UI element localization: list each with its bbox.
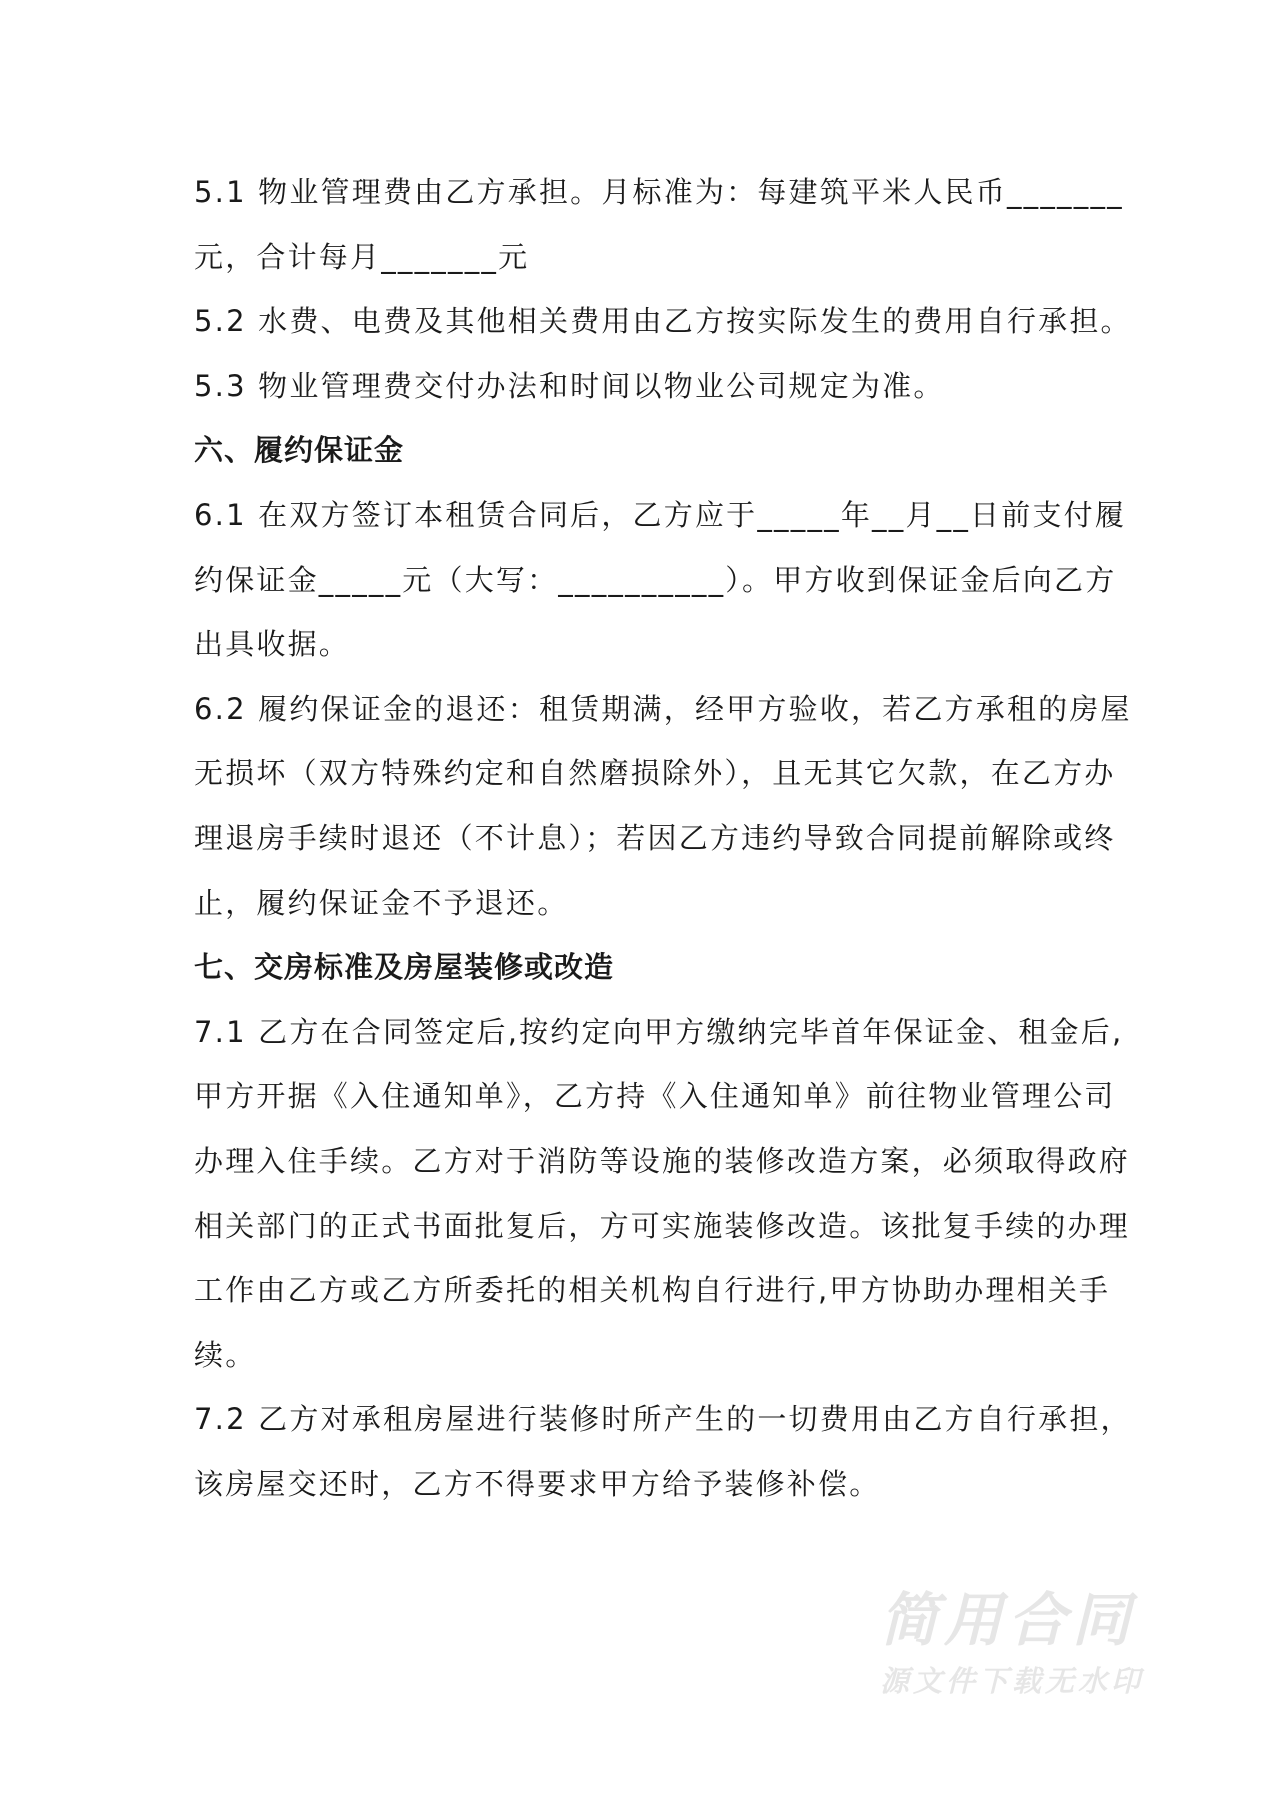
- document-body: [194, 166, 1132, 1522]
- section-heading-6: 六、履约保证金: [194, 433, 405, 468]
- clause-7-2-line-1: 7.2 乙方对承租房屋进行装修时所产生的一切费用由乙方自行承担，: [194, 1402, 1132, 1437]
- clause-6-2-line-4: 止，履约保证金不予退还。: [194, 885, 569, 920]
- clause-7-1-line-5: 工作由乙方或乙方所委托的相关机构自行进行,甲方协助办理相关手: [194, 1273, 1111, 1308]
- clause-7-1-line-4: 相关部门的正式书面批复后，方可实施装修改造。该批复手续的办理: [194, 1208, 1131, 1243]
- clause-7-1-line-3: 办理入住手续。乙方对于消防等设施的装修改造方案，必须取得政府: [194, 1143, 1131, 1178]
- watermark-subtitle: 源文件下载无水印: [880, 1664, 1145, 1698]
- clause-5-1-line-1: 5.1 物业管理费由乙方承担。月标准为：每建筑平米人民币_______: [194, 175, 1124, 209]
- clause-7-1-line-6: 续。: [194, 1337, 257, 1372]
- clause-6-2-line-2: 无损坏（双方特殊约定和自然磨损除外），且无其它欠款，在乙方办: [194, 756, 1116, 791]
- clause-7-1-line-2: 甲方开据《入住通知单》，乙方持《入住通知单》前往物业管理公司: [194, 1079, 1116, 1114]
- clause-7-1-line-1: 7.1 乙方在合同签定后,按约定向甲方缴纳完毕首年保证金、租金后,: [194, 1014, 1124, 1049]
- clause-5-1-line-2: 元，合计每月_______元: [194, 239, 530, 274]
- clause-6-2-line-3: 理退房手续时退还（不计息）；若因乙方违约导致合同提前解除或终: [194, 820, 1116, 855]
- watermark: [880, 1585, 1210, 1701]
- clause-6-1-line-3: 出具收据。: [194, 627, 351, 662]
- clause-7-2-line-2: 该房屋交还时，乙方不得要求甲方给予装修补偿。: [194, 1466, 881, 1501]
- section-heading-7: 七、交房标准及房屋装修或改造: [194, 950, 615, 985]
- watermark-title: 简用合同: [880, 1586, 1137, 1654]
- clause-5-3: 5.3 物业管理费交付办法和时间以物业公司规定为准。: [194, 368, 945, 403]
- clause-5-2: 5.2 水费、电费及其他相关费用由乙方按实际发生的费用自行承担。: [194, 304, 1132, 339]
- clause-6-1-line-2: 约保证金_____元（大写：__________）。甲方收到保证金后向乙方: [194, 562, 1117, 597]
- clause-6-2-line-1: 6.2 履约保证金的退还：租赁期满，经甲方验收，若乙方承租的房屋: [194, 691, 1132, 726]
- clause-6-1-line-1: 6.1 在双方签订本租赁合同后，乙方应于_____年__月__日前支付履: [194, 497, 1127, 532]
